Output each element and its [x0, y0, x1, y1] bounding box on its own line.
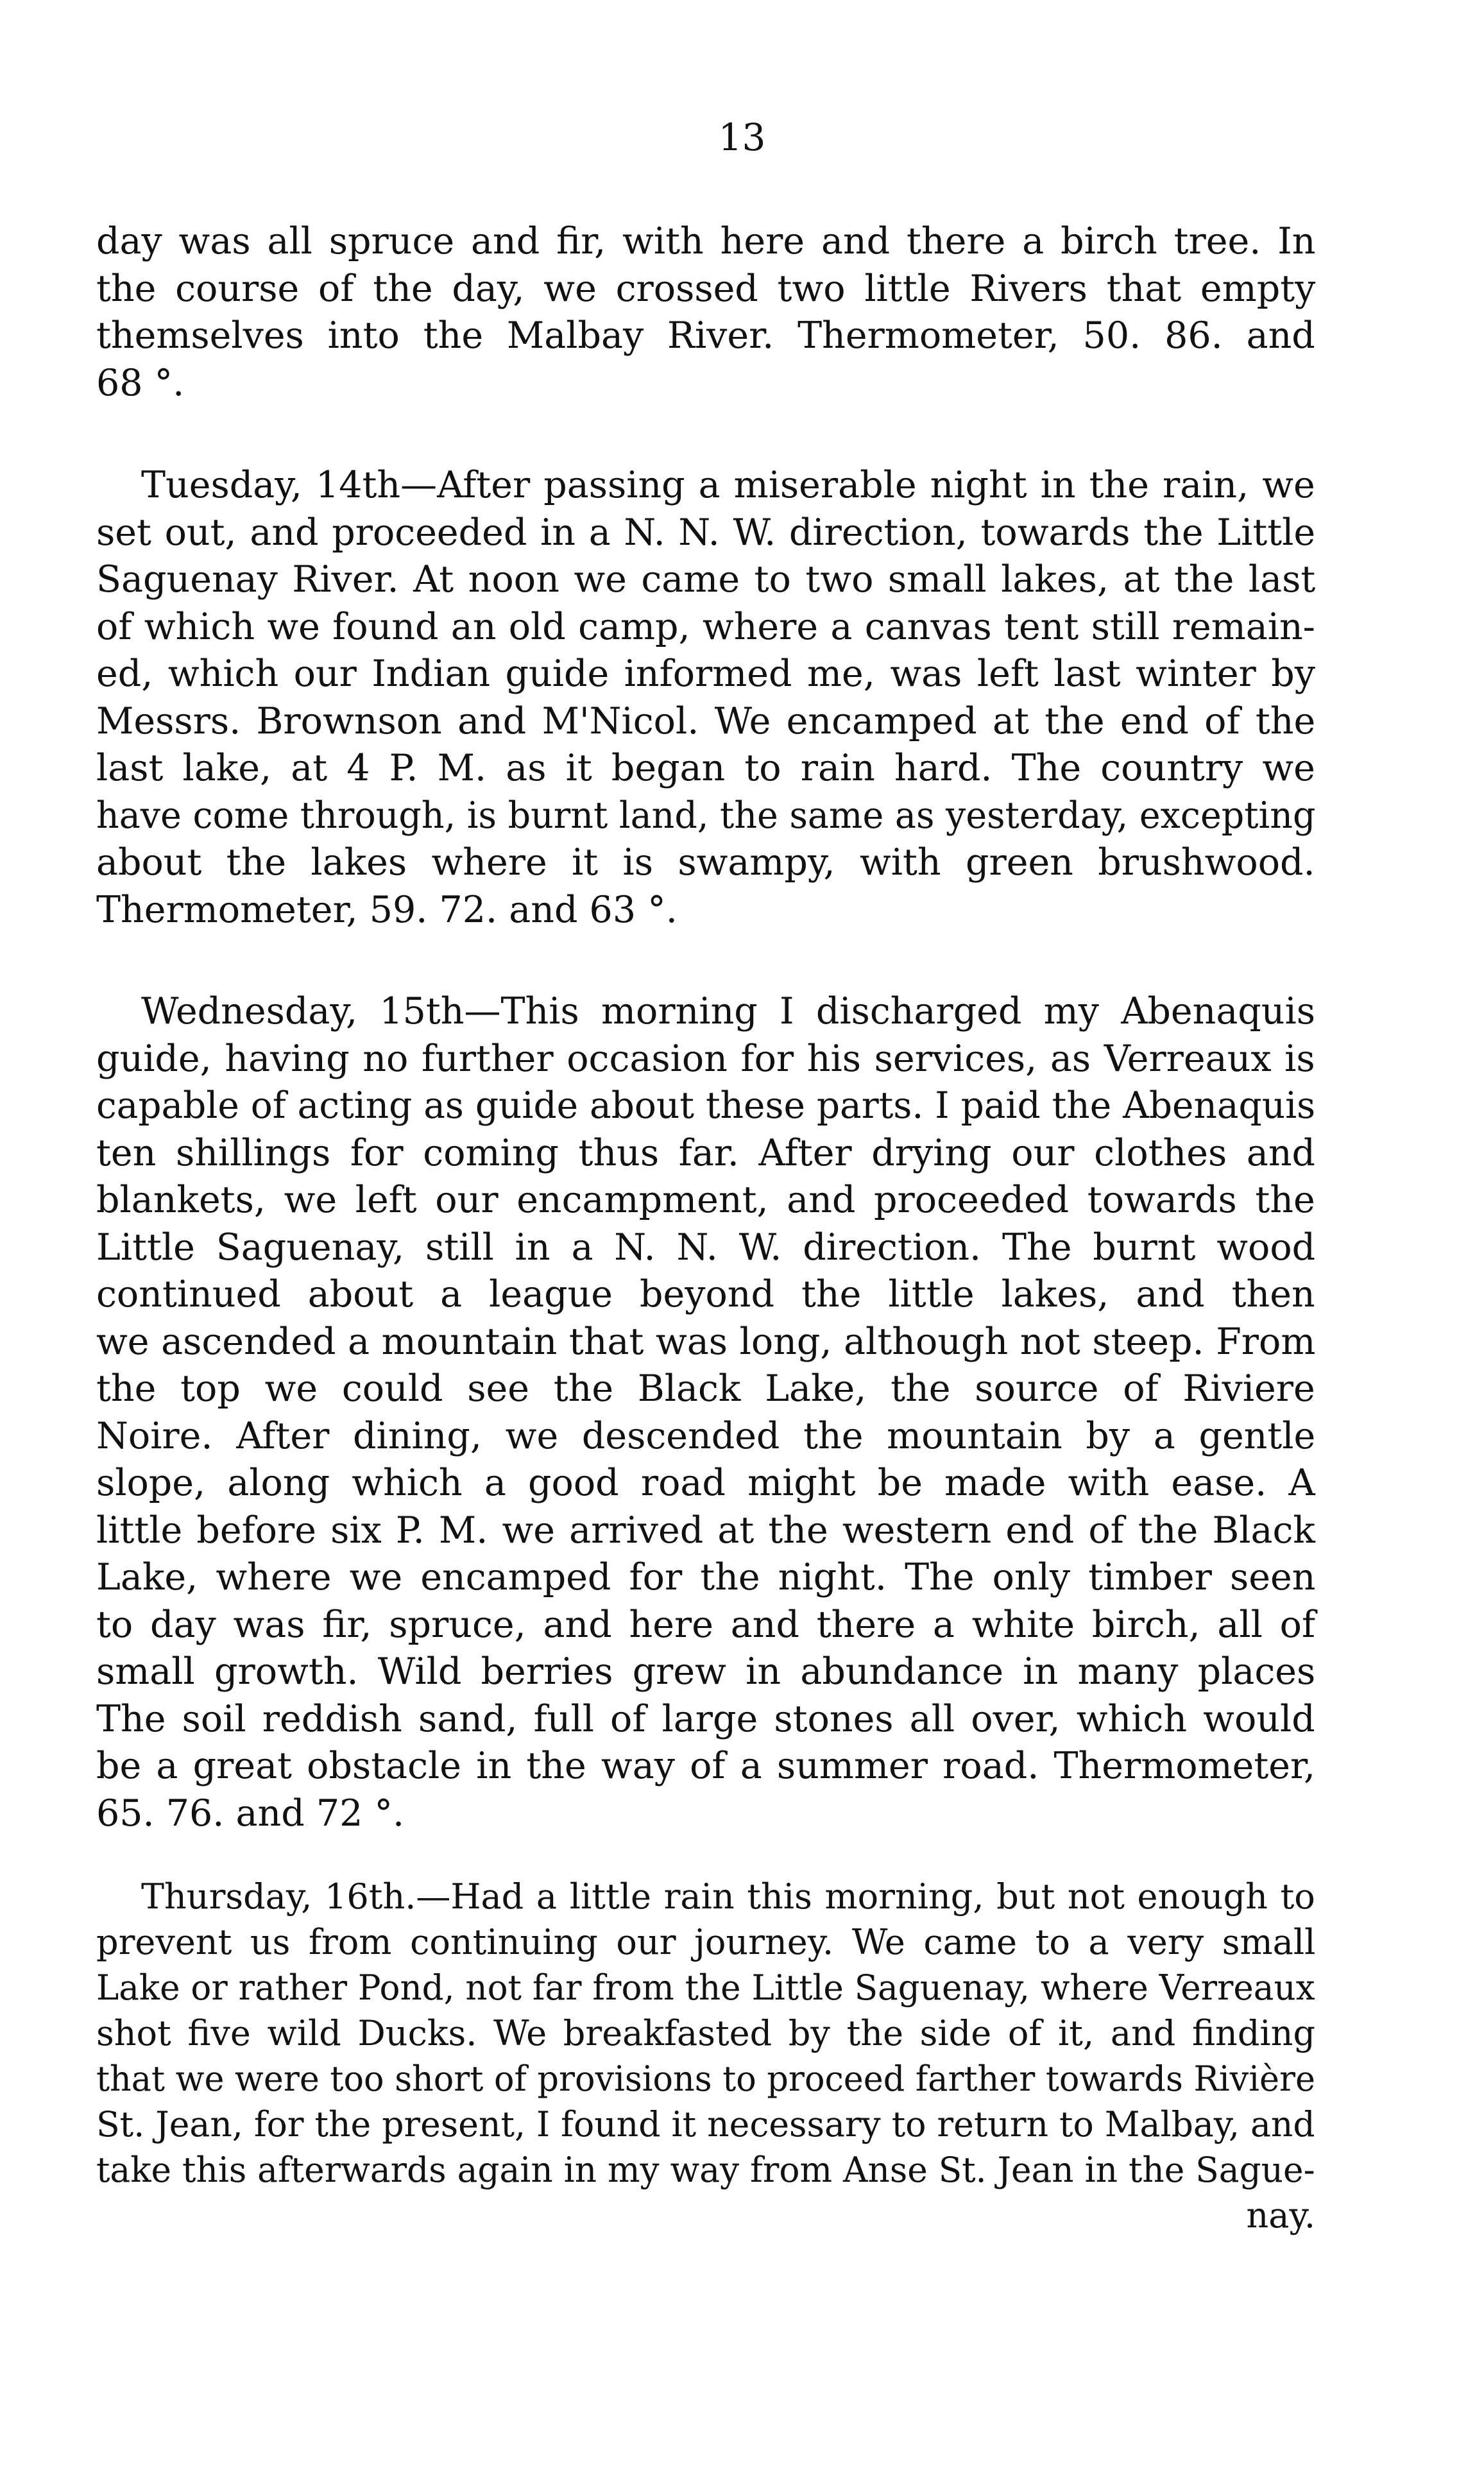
text-line: the top we could see the Black Lake, the source of Riviere	[96, 1367, 1315, 1410]
text-line: 65. 76. and 72 °.	[96, 1792, 405, 1835]
text-line: slope, along which a good road might be made with ease. A	[96, 1462, 1315, 1504]
text-line: Noire. After dining, we descended the mountain by a gentle	[96, 1414, 1316, 1457]
text-line: ten shillings for coming thus far. After drying our clothes and	[96, 1131, 1316, 1174]
text-line: the course of the day, we crossed two little Rivers that empty	[96, 267, 1316, 310]
text-line: St. Jean, for the present, I found it necessary to return to Malbay, and	[96, 2104, 1315, 2145]
paragraph-4	[96, 1874, 1315, 2238]
text-line: blankets, we left our encampment, and proceeded towards the	[96, 1179, 1315, 1221]
text-line: Tuesday, 14th—After passing a miserable night in the rain, we	[141, 464, 1315, 506]
text-line: last lake, at 4 P. M. as it began to rain hard. The country we	[96, 747, 1315, 789]
text-line: The soil reddish sand, full of large stones all over, which would	[96, 1697, 1315, 1740]
text-line: Saguenay River. At noon we came to two small lakes, at the last	[96, 558, 1316, 601]
paragraph-1	[96, 218, 1315, 407]
catchword: nay.	[1246, 2195, 1315, 2236]
text-line: day was all spruce and fir, with here and there a birch tree. In	[96, 220, 1316, 262]
text-line: Wednesday, 15th—This morning I discharged my Abenaquis	[141, 990, 1315, 1032]
paragraph-text	[96, 1874, 1315, 2238]
text-line: ed, which our Indian guide informed me, was left last winter by	[96, 653, 1315, 695]
text-line: prevent us from continuing our journey. We came to a very small	[96, 1922, 1316, 1962]
text-line: Little Saguenay, still in a N. N. W. direction. The burnt wood	[96, 1226, 1316, 1269]
text-line: we ascended a mountain that was long, although not steep. From	[96, 1320, 1316, 1363]
page-number: 13	[718, 116, 766, 159]
text-line: Lake, where we encamped for the night. The only timber seen	[96, 1556, 1316, 1598]
text-line: guide, having no further occasion for his services, as Verreaux is	[96, 1037, 1315, 1080]
text-line: themselves into the Malbay River. Thermometer, 50. 86. and	[96, 314, 1315, 357]
paragraph-text	[96, 988, 1315, 1837]
paragraph-2	[96, 462, 1315, 934]
paragraph-text	[96, 462, 1315, 934]
text-line: Thermometer, 59. 72. and 63 °.	[96, 888, 678, 931]
text-line: Lake or rather Pond, not far from the Little Saguenay, where Verreaux	[96, 1967, 1315, 2008]
paragraph-3	[96, 988, 1315, 1837]
text-line: little before six P. M. we arrived at the western end of the Black	[96, 1509, 1315, 1552]
text-line: shot five wild Ducks. We breakfasted by the side of it, and finding	[96, 2013, 1316, 2053]
text-line: continued about a league beyond the little lakes, and then	[96, 1273, 1315, 1315]
text-line: Messrs. Brownson and M'Nicol. We encamped at the end of the	[96, 699, 1316, 742]
text-line: Thursday, 16th.—Had a little rain this morning, but not enough to	[141, 1876, 1315, 1917]
text-line: to day was fir, spruce, and here and there a white birch, all of	[96, 1603, 1316, 1646]
text-line: be a great obstacle in the way of a summer road. Thermometer,	[96, 1745, 1316, 1787]
text-line: of which we found an old camp, where a canvas tent still remain-	[96, 605, 1315, 648]
text-line: take this afterwards again in my way from Anse St. Jean in the Sague-	[96, 2150, 1315, 2190]
text-line: small growth. Wild berries grew in abundance in many places	[96, 1650, 1316, 1693]
text-line: about the lakes where it is swampy, with green brushwood.	[96, 841, 1315, 884]
text-line: set out, and proceeded in a N. N. W. direction, towards the Little	[96, 511, 1316, 554]
text-line: capable of acting as guide about these parts. I paid the Abenaquis	[96, 1084, 1316, 1127]
text-line: that we were too short of provisions to proceed farther towards Rivière	[96, 2059, 1315, 2099]
text-line: have come through, is burnt land, the same as yesterday, excepting	[96, 794, 1316, 837]
paragraph-text	[96, 218, 1315, 407]
text-line: 68 °.	[96, 361, 185, 404]
